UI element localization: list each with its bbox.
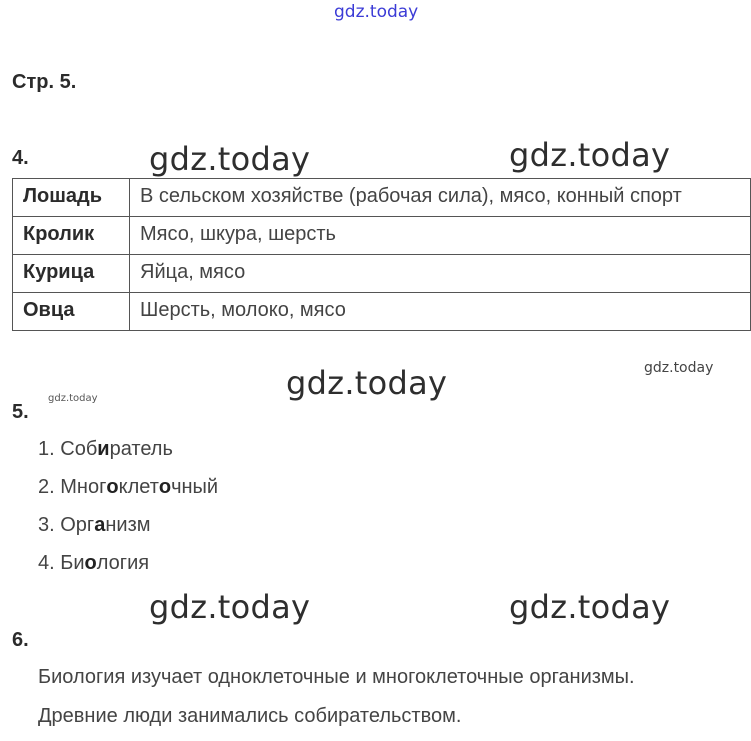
word-list bbox=[38, 436, 218, 588]
list-item bbox=[38, 436, 218, 474]
animals-table bbox=[12, 178, 751, 331]
watermark: gdz.today bbox=[149, 140, 311, 178]
watermark-tiny: gdz.today bbox=[48, 393, 98, 404]
animal-use: Яйца, мясо bbox=[130, 255, 751, 293]
item-number: 2. bbox=[38, 476, 55, 498]
animal-name: Лошадь bbox=[13, 179, 130, 217]
item-number: 3. bbox=[38, 514, 55, 536]
item-number: 4. bbox=[38, 552, 55, 574]
page-label: Стр. 5. bbox=[12, 71, 77, 93]
table-row bbox=[13, 217, 751, 255]
table-row bbox=[13, 179, 751, 217]
animal-use: В сельском хозяйстве (рабочая сила), мясо, конный спорт bbox=[130, 179, 751, 217]
answer-line: Биология изучает одноклеточные и многоклеточные организмы. bbox=[38, 666, 635, 688]
item-word: Биология bbox=[60, 552, 150, 574]
list-item bbox=[38, 550, 218, 588]
watermark: gdz.today bbox=[509, 588, 671, 626]
animal-name: Курица bbox=[13, 255, 130, 293]
animal-use: Шерсть, молоко, мясо bbox=[130, 293, 751, 331]
stressed-letter: о bbox=[84, 552, 97, 574]
watermark-top: gdz.today bbox=[334, 2, 419, 22]
watermark: gdz.today bbox=[286, 364, 448, 402]
stressed-letter: о bbox=[106, 476, 119, 498]
item-word: Организм bbox=[60, 514, 151, 536]
table-row bbox=[13, 255, 751, 293]
task-6-number: 6. bbox=[12, 629, 29, 651]
item-number: 1. bbox=[38, 438, 55, 460]
watermark: gdz.today bbox=[509, 136, 671, 174]
animal-use: Мясо, шкура, шерсть bbox=[130, 217, 751, 255]
task-4-number: 4. bbox=[12, 147, 29, 169]
list-item bbox=[38, 512, 218, 550]
list-item bbox=[38, 474, 218, 512]
animal-name: Овца bbox=[13, 293, 130, 331]
item-word: Собиратель bbox=[60, 438, 173, 460]
animal-name: Кролик bbox=[13, 217, 130, 255]
watermark-small: gdz.today bbox=[644, 360, 714, 376]
table-row bbox=[13, 293, 751, 331]
watermark: gdz.today bbox=[149, 588, 311, 626]
answer-line: Древние люди занимались собирательством. bbox=[38, 705, 462, 727]
item-word: Многоклеточный bbox=[60, 476, 219, 498]
task-5-number: 5. bbox=[12, 401, 29, 423]
stressed-letter: о bbox=[158, 476, 172, 498]
stressed-letter: а bbox=[94, 514, 106, 536]
stressed-letter: и bbox=[97, 438, 110, 460]
